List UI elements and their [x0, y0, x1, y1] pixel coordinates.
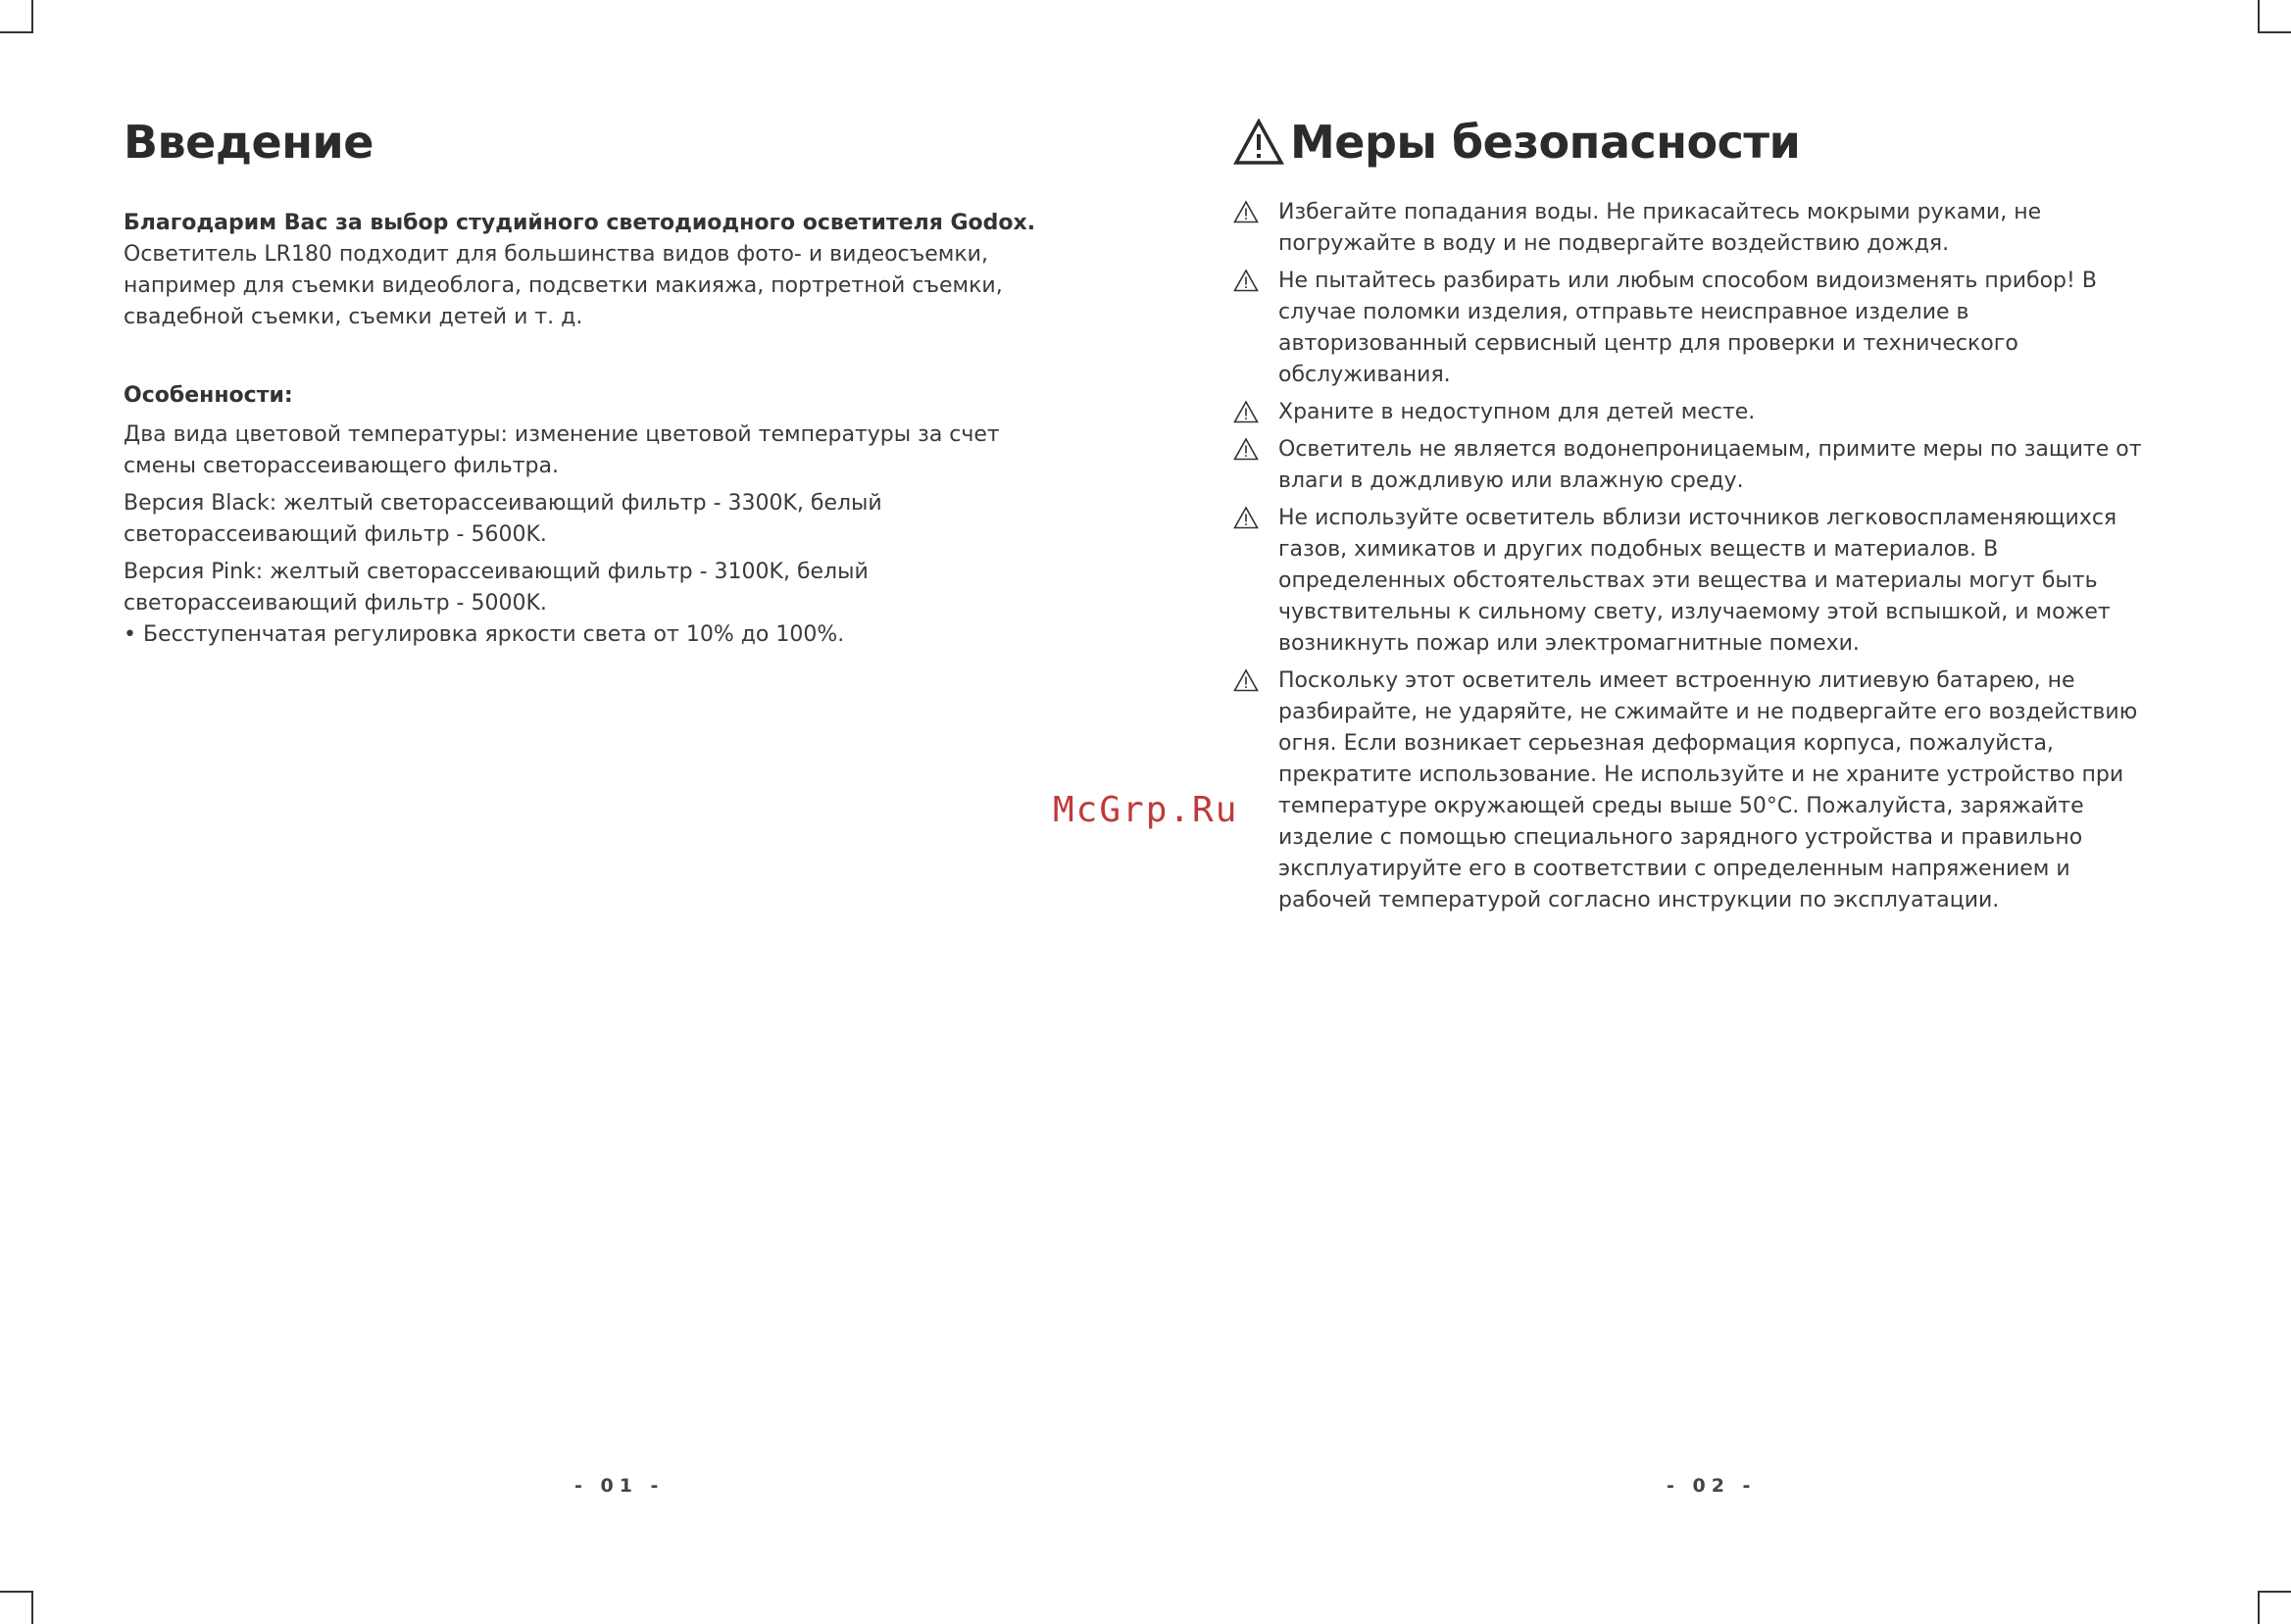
features-heading: Особенности: — [124, 383, 293, 408]
feature-item: Версия Pink: желтый светорассеивающий фильтр - 3100K, белый светорассеивающий фильтр - 5000K. — [124, 560, 869, 615]
safety-list — [1233, 197, 2165, 922]
list-item — [1233, 665, 2165, 916]
page-title: Введение — [124, 116, 374, 169]
crop-mark — [2258, 0, 2260, 33]
crop-mark — [31, 1591, 33, 1624]
crop-mark — [0, 31, 33, 33]
list-item — [1233, 266, 2165, 391]
crop-mark — [2258, 31, 2291, 33]
watermark: McGrp.Ru — [1053, 790, 1239, 830]
safety-text: Не пытайтесь разбирать или любым способом видоизменять прибор! В случае поломки изделия, отправьте неисправное изделие в авторизованный сервисный центр для проверки и технического обслуживания. — [1278, 269, 2097, 387]
feature-item: • Бесступенчатая регулировка яркости света от 10% до 100%. — [124, 622, 845, 647]
crop-mark — [2258, 1591, 2291, 1593]
warning-icon — [1233, 400, 1259, 423]
left-page — [124, 0, 1065, 1624]
feature-item: Два вида цветовой температуры: изменение цветовой температуры за счет смены светорассеивающего фильтра. — [124, 422, 1000, 478]
crop-mark — [0, 1591, 33, 1593]
crop-mark — [31, 0, 33, 33]
list-item — [1233, 503, 2165, 660]
safety-text: Храните в недоступном для детей месте. — [1278, 400, 1756, 424]
intro-text: Осветитель LR180 подходит для большинства видов фото- и видеосъемки, например для съемки видеоблога, подсветки макияжа, портретной съемки, свадебной съемки, съемки детей и т. д. — [124, 242, 1003, 329]
feature-item: Версия Black: желтый светорассеивающий фильтр - 3300K, белый светорассеивающий фильтр - 5600K. — [124, 491, 882, 547]
safety-text: Осветитель не является водонепроницаемым, примите меры по защите от влаги в дождливую или влажную среду. — [1278, 437, 2142, 493]
list-item — [1233, 434, 2165, 497]
features-section — [124, 380, 1065, 657]
warning-icon — [1233, 269, 1259, 292]
crop-mark — [2258, 1591, 2260, 1624]
safety-text: Избегайте попадания воды. Не прикасайтесь мокрыми руками, не погружайте в воду и не подвергайте воздействию дождя. — [1278, 200, 2042, 256]
warning-icon — [1233, 506, 1259, 529]
page-number: - 02 - — [1667, 1475, 1757, 1497]
page-title-text: Меры безопасности — [1290, 116, 1801, 169]
warning-icon — [1233, 200, 1259, 223]
intro-section — [124, 208, 1065, 333]
page-title — [1233, 116, 1800, 169]
safety-text: Не используйте осветитель вблизи источников легковоспламеняющихся газов, химикатов и других подобных веществ и материалов. В определенных обстоятельствах эти вещества и материалы могут быть чувствительны к сильному свету, излучаемому этой вспышкой, и может возникнуть пожар или электромагнитные помехи. — [1278, 506, 2117, 656]
list-item — [1233, 197, 2165, 260]
warning-icon — [1233, 437, 1259, 461]
right-page — [1233, 0, 2165, 1624]
intro-lead: Благодарим Вас за выбор студийного светодиодного осветителя Godox. — [124, 211, 1036, 235]
warning-triangle-icon — [1233, 119, 1284, 166]
list-item — [1233, 397, 2165, 428]
page-number: - 01 - — [574, 1475, 665, 1497]
safety-text: Поскольку этот осветитель имеет встроенную литиевую батарею, не разбирайте, не ударяйте, не сжимайте и не подвергайте его воздействию огня. Если возникает серьезная деформация корпуса, пожалуйста, прекратите использование. Не используйте и не храните устройство при температуре окружающей среды выше 50°C. Пожалуйста, заряжайте изделие с помощью специального зарядного устройства и правильно эксплуатируйте его в соответствии с определенным напряжением и рабочей температурой согласно инструкции по эксплуатации. — [1278, 668, 2138, 912]
warning-icon — [1233, 668, 1259, 692]
